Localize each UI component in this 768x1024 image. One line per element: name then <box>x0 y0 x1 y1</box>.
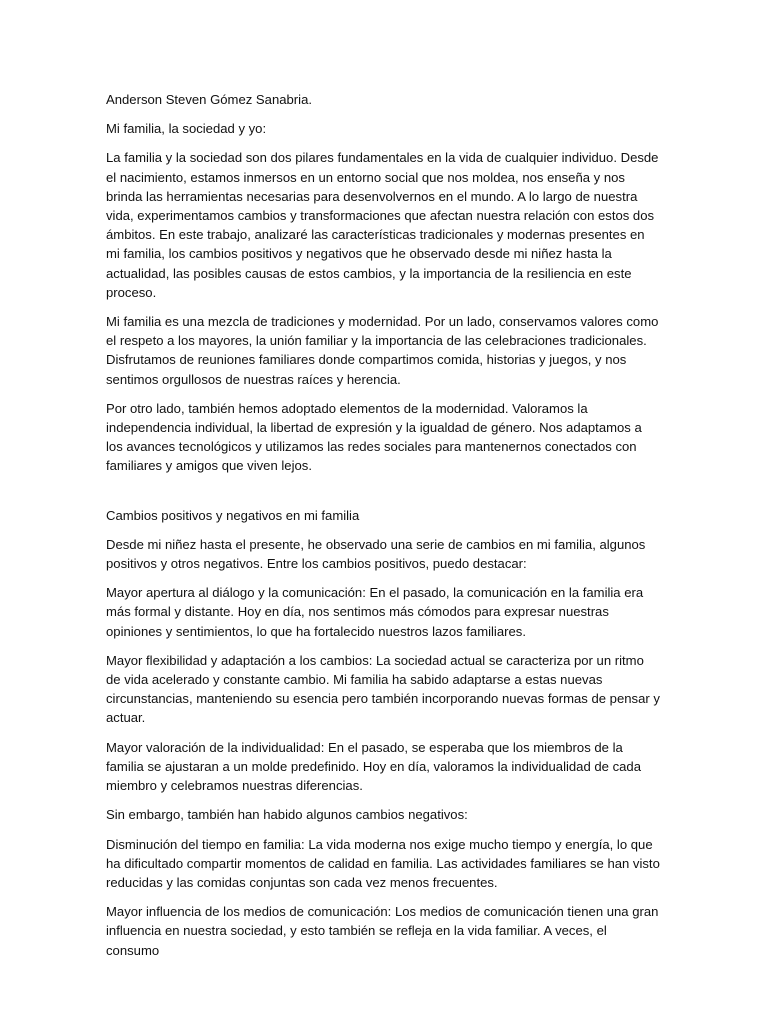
paragraph-changes-intro: Desde mi niñez hasta el presente, he observado una serie de cambios en mi familia, algunos positivos y otros negativos. Entre los cambios positivos, puedo destacar: <box>106 536 646 572</box>
section-heading: Cambios positivos y negativos en mi familia <box>106 507 360 523</box>
paragraph-negative-time: Disminución del tiempo en familia: La vida moderna nos exige mucho tiempo y energía, lo que ha dificultado compartir momentos de calidad en familia. Las actividades familiares se han visto reducidas y las comidas conjuntas son cada vez menos frecuentes. <box>106 836 660 890</box>
paragraph-positive-flexibility: Mayor flexibilidad y adaptación a los cambios: La sociedad actual se caracteriza por un ritmo de vida acelerado y constante cambio. Mi familia ha sabido adaptarse a estas nuevas circunstancias, manteniendo su esencia pero también incorporando nuevas formas de pensar y actuar. <box>106 652 660 726</box>
paragraph-family-traditions: Mi familia es una mezcla de tradiciones y modernidad. Por un lado, conservamos valores como el respeto a los mayores, la unión familiar y la importancia de las celebraciones tradicionales. Disfrutamos de reuniones familiares donde compartimos comida, historias y juegos, y nos sentimos orgullosos de nuestras raíces y herencia. <box>106 314 659 387</box>
document-body <box>106 90 662 970</box>
paragraph-negative-intro: Sin embargo, también han habido algunos cambios negativos: <box>106 807 468 823</box>
paragraph-negative-media: Mayor influencia de los medios de comunicación: Los medios de comunicación tienen una gran influencia en nuestra sociedad, y esto también se refleja en la vida familiar. A veces, el consumo <box>106 904 659 958</box>
paragraph-family-modernity: Por otro lado, también hemos adoptado elementos de la modernidad. Valoramos la independencia individual, la libertad de expresión y la igualdad de género. Nos adaptamos a los avances tecnológicos y utilizamos las redes sociales para mantenernos conectados con familiares y amigos que viven lejos. <box>106 400 642 474</box>
paragraph-positive-individuality: Mayor valoración de la individualidad: En el pasado, se esperaba que los miembros de la familia se ajustaran a un molde predefinido. Hoy en día, valoramos la individualidad de cada miembro y celebramos nuestras diferencias. <box>106 739 641 794</box>
author-name: Anderson Steven Gómez Sanabria. <box>106 92 312 107</box>
paragraph-intro: La familia y la sociedad son dos pilares fundamentales en la vida de cualquier individuo. Desde el nacimiento, estamos inmersos en un entorno social que nos moldea, nos enseña y nos brinda las herramientas necesarias para desenvolvernos en el mundo. A lo largo de nuestra vida, experimentamos cambios y transformaciones que afectan nuestra relación con estos dos ámbitos. En este trabajo, analizaré las características tradicionales y modernas presentes en mi familia, los cambios positivos y negativos que he observado desde mi niñez hasta la actualidad, las posibles causas de estos cambios, y la importancia de la resiliencia en este proceso. <box>106 150 659 300</box>
paragraph-positive-dialogue: Mayor apertura al diálogo y la comunicación: En el pasado, la comunicación en la familia era más formal y distante. Hoy en día, nos sentimos más cómodos para expresar nuestras opiniones y sentimientos, lo que ha fortalecido nuestros lazos familiares. <box>106 585 644 639</box>
document-title: Mi familia, la sociedad y yo: <box>106 121 267 137</box>
